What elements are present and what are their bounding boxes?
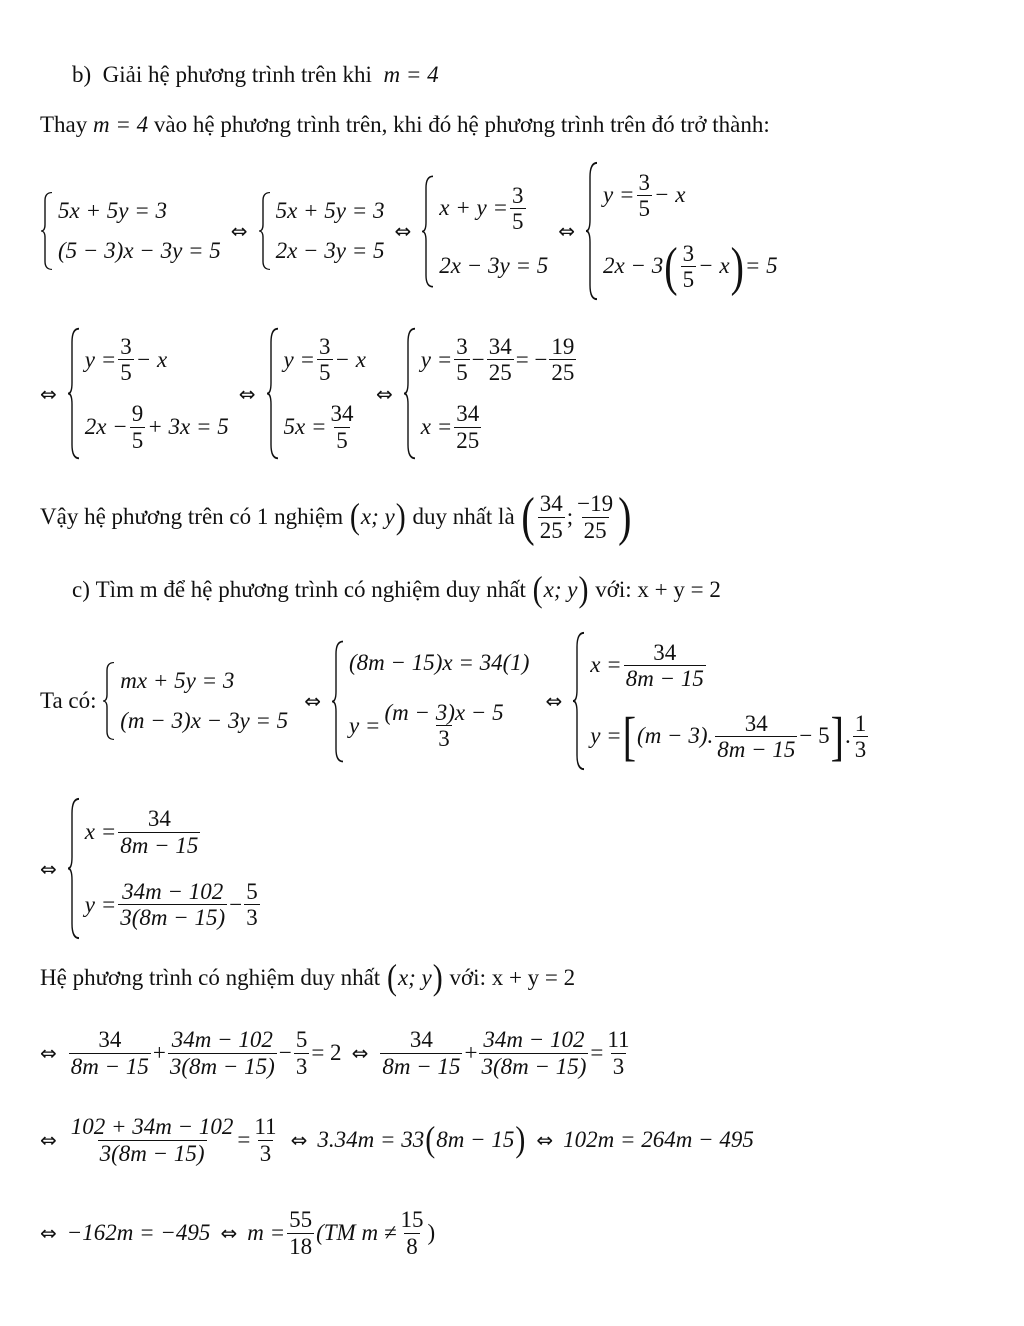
- part-c-condition: Hệ phương trình có nghiệm duy nhất ( x; y ) với: x + y = 2: [40, 957, 576, 998]
- fraction: [637, 170, 653, 222]
- denominator: 3(8m − 15): [481, 1053, 587, 1079]
- system-brace: [266, 326, 280, 461]
- numerator: 34: [488, 333, 512, 359]
- denominator: 3: [295, 1053, 308, 1079]
- denominator: 25: [551, 360, 575, 386]
- denominator: 5: [336, 427, 348, 453]
- equation-line: y = $\frac{3}{5}$ − x: [283, 333, 366, 386]
- numerator: 11: [607, 1027, 630, 1053]
- iff-symbol: ⇔: [40, 1221, 57, 1245]
- denominator: 3: [438, 726, 450, 752]
- system-3: [421, 174, 548, 289]
- bracket: ): [730, 235, 744, 297]
- equation-line: mx + 5y = 3: [120, 667, 235, 693]
- equation-line: (5 − 3)x − 3y = 5: [58, 237, 221, 263]
- equation-line: (8m − 15)x = 34(1): [348, 650, 530, 676]
- system-c3: [572, 630, 870, 772]
- fraction: [853, 711, 869, 763]
- system-lines: [120, 661, 288, 741]
- denominator: 8: [406, 1233, 418, 1259]
- equation-line: y = $\frac{(m - 3)x - 5}{3}$: [348, 700, 504, 752]
- numerator: 3: [512, 182, 524, 208]
- fraction: [118, 806, 200, 858]
- ta-co-label: Ta có:: [40, 688, 97, 713]
- part-b-systems-row1: [40, 160, 778, 302]
- system-lines: [58, 191, 221, 271]
- numerator: 11: [254, 1114, 277, 1140]
- fraction: [575, 491, 615, 543]
- iff-symbol: ⇔: [238, 381, 256, 406]
- fraction: [317, 334, 333, 386]
- equation-line: 5x = $\frac{34}{5}$: [283, 401, 354, 453]
- numerator: 3: [638, 169, 651, 195]
- equation-line: x = $\frac{34}{25}$: [420, 401, 480, 453]
- equation-line: x = $\frac{34}{8m - 15}$: [84, 806, 199, 858]
- fraction: [681, 241, 697, 293]
- equation-line: y = $\frac{3}{5}$ − x: [84, 333, 168, 386]
- numerator: 34m − 102: [483, 1027, 585, 1053]
- bracket: ): [395, 496, 406, 537]
- iff-symbol: ⇔: [40, 1128, 57, 1152]
- denominator: 5: [682, 267, 695, 292]
- equation-line: 5x + 5y = 3: [58, 197, 167, 223]
- equation-line: (m − 3)x − 3y = 5: [120, 707, 289, 733]
- part-c-systems-row2: [40, 796, 262, 941]
- denominator: 5: [638, 196, 651, 221]
- bracket: [: [622, 705, 637, 767]
- fraction: [69, 1114, 236, 1166]
- denominator: 18: [289, 1233, 313, 1259]
- denominator: 8m − 15: [70, 1053, 149, 1079]
- iff-symbol: ⇔: [40, 856, 57, 881]
- system-2: [258, 191, 385, 271]
- iff-symbol: ⇔: [290, 1128, 308, 1152]
- denominator: 3(8m − 15): [169, 1053, 275, 1079]
- fraction: [287, 1207, 314, 1259]
- system-brace: [585, 160, 599, 302]
- system-lines: [421, 326, 579, 461]
- iff-symbol: ⇔: [230, 219, 248, 243]
- bracket: ): [618, 485, 632, 547]
- iff-symbol: ⇔: [536, 1128, 554, 1152]
- system-brace: [67, 796, 81, 941]
- equation-line: y = $\frac{3}{5}$ − x: [603, 169, 686, 221]
- iff-symbol: ⇔: [545, 689, 563, 713]
- denominator: 25: [539, 517, 563, 543]
- numerator: 3: [456, 333, 468, 359]
- denominator: 5: [131, 427, 144, 453]
- system-brace: [258, 191, 272, 271]
- fraction: [454, 401, 481, 453]
- numerator: 34: [744, 710, 768, 736]
- system-1: [40, 191, 221, 271]
- iff-symbol: ⇔: [375, 381, 393, 406]
- bracket: (: [532, 569, 543, 610]
- part-b-conclusion: Vậy hệ phương trên có 1 nghiệm ( x; y ) duy nhất là ( $\frac{34}{25}$ ; $\frac{-19}{25}$ ): [40, 485, 632, 547]
- fraction: [294, 1027, 310, 1079]
- numerator: 5: [295, 1027, 308, 1053]
- equation-line-2: ⇔ $\frac{102 + 34m - 102}{3(8m - 15)}$ = $\frac{11}{3}$ ⇔ 3.34m = 33 ( 8m − 15 ) ⇔ 102m = 264m − 495: [40, 1114, 754, 1166]
- denominator: 5: [120, 360, 132, 386]
- equation-line: 5x + 5y = 3: [275, 197, 385, 223]
- fraction: [398, 1207, 425, 1259]
- system-lines: [85, 326, 229, 461]
- denominator: 5: [319, 360, 331, 386]
- denominator: 8m − 15: [717, 737, 796, 762]
- system-brace: [421, 174, 435, 289]
- bracket: ): [515, 1119, 526, 1160]
- system-brace: [331, 639, 345, 764]
- denominator: 3(8m − 15): [120, 905, 226, 931]
- system-lines: [284, 326, 366, 461]
- equation-line: x + y = $\frac{3}{5}$: [439, 182, 524, 235]
- numerator: 15: [400, 1207, 424, 1233]
- numerator: 34m − 102: [171, 1027, 273, 1053]
- numerator: 34: [456, 401, 480, 427]
- numerator: 34m − 102: [122, 878, 224, 904]
- system-c2: [331, 639, 530, 764]
- fraction: [454, 334, 470, 386]
- part-b-intro: Thay m = 4 vào hệ phương trình trên, khi đó hệ phương trình trên đó trở thành:: [40, 112, 770, 137]
- equation-line: 2x − 3y = 5: [439, 252, 549, 278]
- numerator: (m − 3)x − 5: [384, 700, 504, 726]
- equation-line: x = $\frac{34}{8m - 15}$: [590, 639, 704, 691]
- equation-line: 2x − 3 ( $\frac{3}{5}$ − x ) = 5: [603, 235, 778, 297]
- numerator: 55: [289, 1207, 313, 1233]
- iff-symbol: ⇔: [394, 219, 412, 243]
- fraction: [118, 879, 227, 931]
- fraction: [130, 401, 146, 453]
- numerator: 3: [120, 333, 132, 359]
- numerator: 9: [131, 401, 144, 427]
- equation-line-1: ⇔ $\frac{34}{8m - 15}$ + $\frac{34m - 102}{3(8m - 15)}$ − $\frac{5}{3}$ = 2 ⇔ $\frac{34}{8m - 15}$ + $\frac{34m - 102}{3(8m - 15)}$ = $\frac{11}{3}$: [40, 1027, 630, 1079]
- numerator: 34: [98, 1027, 122, 1053]
- part-b-systems-row2: [40, 326, 578, 461]
- fraction: [69, 1027, 151, 1079]
- bracket: (: [664, 235, 678, 297]
- system-brace: [572, 630, 586, 772]
- numerator: −19: [577, 491, 614, 517]
- numerator: 34: [409, 1027, 433, 1053]
- system-5: [67, 326, 229, 461]
- numerator: 1: [854, 710, 867, 736]
- system-4: [585, 160, 778, 302]
- fraction: [510, 183, 526, 235]
- iff-symbol: ⇔: [304, 689, 321, 713]
- fraction: [118, 334, 134, 386]
- bracket: (: [349, 496, 360, 537]
- fraction: [244, 879, 260, 931]
- denominator: 3: [246, 905, 258, 931]
- system-lines: [590, 630, 870, 772]
- system-c1: [102, 661, 288, 741]
- system-lines: [349, 639, 530, 764]
- bracket: ]: [830, 705, 844, 767]
- system-lines: [603, 160, 778, 302]
- denominator: 8m − 15: [625, 666, 704, 691]
- fraction: [252, 1114, 278, 1166]
- denominator: 5: [456, 360, 468, 386]
- equation-line: y = [ (m − 3). $\frac{34}{8m - 15}$ − 5 ] . $\frac{1}{3}$: [590, 705, 867, 767]
- system-brace: [102, 661, 116, 741]
- denominator: 3: [259, 1140, 272, 1166]
- numerator: 34: [147, 806, 171, 832]
- fraction: [380, 1027, 462, 1079]
- numerator: 5: [246, 878, 258, 904]
- fraction: [382, 700, 505, 752]
- fraction: [479, 1027, 588, 1079]
- bracket: ): [432, 957, 443, 998]
- equation-line-3: ⇔ −162m = −495 ⇔ m = $\frac{55}{18}$ (TM m ≠ $\frac{15}{8}$ ): [40, 1207, 436, 1259]
- bracket: (: [521, 485, 535, 547]
- system-lines: [439, 174, 548, 289]
- fraction: [538, 491, 565, 543]
- iff-symbol: ⇔: [558, 219, 576, 243]
- denominator: 3: [612, 1053, 625, 1079]
- bracket: ): [578, 569, 589, 610]
- part-b-heading: b) Giải hệ phương trình trên khi m = 4: [72, 62, 439, 87]
- system-lines: [276, 191, 385, 271]
- bracket: (: [386, 957, 397, 998]
- part-c-systems-row1: [40, 630, 870, 772]
- iff-symbol: ⇔: [220, 1221, 238, 1245]
- iff-symbol: ⇔: [40, 1041, 57, 1065]
- equation-line: 2x − 3y = 5: [275, 237, 385, 263]
- denominator: 8m − 15: [382, 1053, 461, 1079]
- system-brace: [40, 191, 54, 271]
- system-6: [266, 326, 366, 461]
- iff-symbol: ⇔: [40, 381, 57, 406]
- bracket: (: [425, 1119, 436, 1160]
- numerator: 34: [539, 491, 563, 517]
- equation-line: y = $\frac{34m - 102}{3(8m - 15)}$ − $\frac{5}{3}$: [84, 878, 258, 931]
- system-brace: [67, 326, 81, 461]
- equation-line: 2x − $\frac{9}{5}$ + 3x = 5: [84, 401, 229, 453]
- fraction: [487, 334, 514, 386]
- part-c-heading: c) Tìm m để hệ phương trình có nghiệm duy nhất ( x; y ) với: x + y = 2: [72, 569, 721, 610]
- fraction: [715, 711, 797, 763]
- system-7: [403, 326, 579, 461]
- fraction: [605, 1027, 631, 1079]
- denominator: 25: [488, 360, 512, 386]
- iff-symbol: ⇔: [351, 1041, 369, 1065]
- fraction: [549, 334, 576, 386]
- equation-line: y = $\frac{3}{5}$ − $\frac{34}{25}$ = − $\frac{19}{25}$: [420, 333, 575, 386]
- numerator: 19: [551, 333, 575, 359]
- system-lines: [85, 796, 262, 941]
- system-brace: [403, 326, 417, 461]
- numerator: 3: [682, 240, 695, 266]
- numerator: 34: [330, 401, 354, 427]
- numerator: 34: [653, 639, 677, 665]
- fraction: [624, 640, 706, 692]
- denominator: 3: [854, 737, 867, 762]
- system-c4: [67, 796, 262, 941]
- numerator: 3: [319, 333, 331, 359]
- denominator: 25: [583, 517, 607, 543]
- fraction: [329, 401, 356, 453]
- denominator: 8m − 15: [120, 832, 199, 858]
- denominator: 3(8m − 15): [99, 1140, 205, 1166]
- denominator: 5: [512, 209, 524, 235]
- numerator: 102 + 34m − 102: [70, 1114, 234, 1140]
- denominator: 25: [456, 427, 480, 453]
- fraction: [168, 1027, 277, 1079]
